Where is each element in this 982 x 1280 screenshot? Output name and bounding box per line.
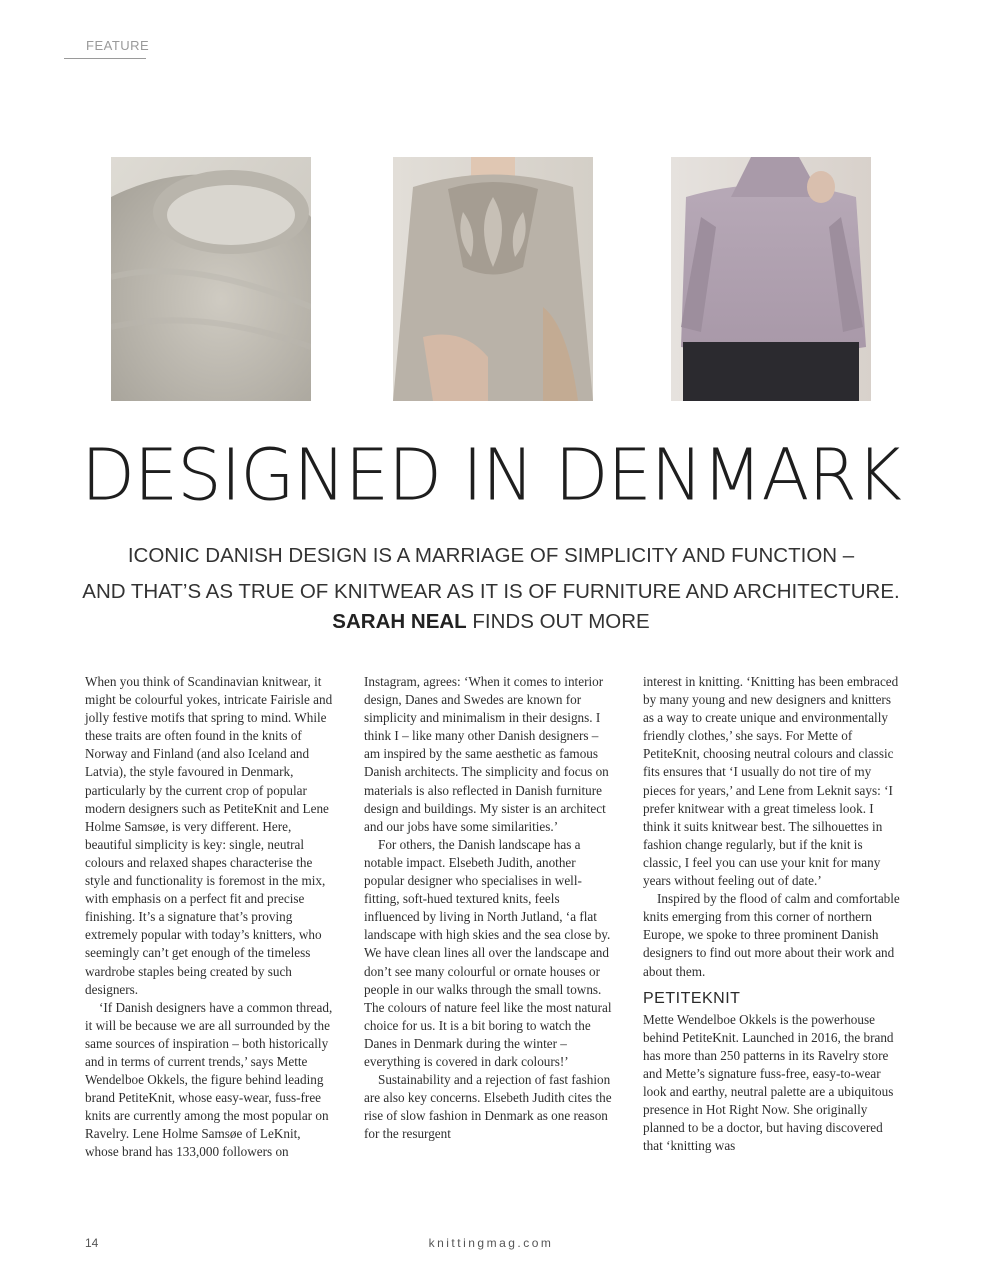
paragraph: For others, the Danish landscape has a notable impact. Elsebeth Judith, another popular designer who specialises in well-fitting, soft-hued textured knits, feels influenced by living in North Jutland, ‘a flat landscape with high skies and the sea close by. We have clean lines all over the landscape and don’t see many colourful or ornate houses or people in our walks through the small towns. The colours of nature feel like the most natural choice for us. It is a bit boring to watch the Danes in Denmark during the winter – everything is covered in dark colours!’ bbox=[364, 836, 612, 1069]
photo-lace-yoke-sweater bbox=[393, 157, 593, 401]
standfirst bbox=[0, 538, 982, 610]
paragraph: Inspired by the flood of calm and comfortable knits emerging from this corner of northern Europe, we spoke to three prominent Danish designers to find out more about their work and about them. bbox=[643, 891, 900, 979]
paragraph: Sustainability and a rejection of fast fashion are also key concerns. Elsebeth Judith cites the rise of slow fashion in Denmark as one reason for the resurgent bbox=[364, 1072, 612, 1142]
byline-author: SARAH NEAL bbox=[332, 610, 467, 633]
standfirst-line-1: ICONIC DANISH DESIGN IS A MARRIAGE OF SIMPLICITY AND FUNCTION – bbox=[127, 544, 855, 567]
section-label: FEATURE bbox=[64, 38, 146, 59]
photo-grey-sweater bbox=[111, 157, 311, 401]
paragraph: ‘If Danish designers have a common thread, it will be because we are all surrounded by the same sources of inspiration – both historically and in terms of current trends,’ says Mette Wendelboe Okkels, the figure behind leading brand PetiteKnit, whose easy-wear, fuss-free knits are currently among the most popular on Ravelry. Lene Holme Samsøe of LeKnit, whose brand has 133,000 followers on bbox=[85, 999, 333, 1160]
body-column-2 bbox=[364, 673, 614, 1143]
byline bbox=[0, 610, 982, 634]
subhead-petiteknit: PETITEKNIT bbox=[643, 989, 741, 1007]
standfirst-line-2: AND THAT’S AS TRUE OF KNITWEAR AS IT IS OF FURNITURE AND ARCHITECTURE. bbox=[82, 580, 900, 603]
photo-lilac-sweater bbox=[671, 157, 871, 401]
paragraph: When you think of Scandinavian knitwear, it might be colourful yokes, intricate Fairisle and jolly festive motifs that spring to mind. While these traits are often found in the knits of Norway and Finland (and also Iceland and Latvia), the style favoured in Denmark, particularly by the current crop of popular modern designers such as PetiteKnit and Lene Holme Samsøe, is very different. Here, beautiful simplicity is key: single, neutral colours and relaxed shapes characterise the style and functionality is foremost in the mix, with emphasis on a perfect fit and precise finishing. It’s a signature that’s proving extremely popular with today’s knitters, who seemingly can’t get enough of the timeless wardrobe staples being created by such designers. bbox=[85, 674, 333, 997]
footer-url: knittingmag.com bbox=[428, 1236, 554, 1250]
paragraph: interest in knitting. ‘Knitting has been embraced by many young and new designers and knitters as a way to create unique and environmentally friendly clothes,’ she says. For Mette of PetiteKnit, choosing neutral colours and classic fits ensures that ‘I usually do not tire of my pieces for years,’ and Lene from Leknit says: ‘I prefer knitwear with a great timeless look. I think it suits knitwear best. The silhouettes in fashion change regularly, but if the knit is classic, I feel you can use your knit for many years without feeling out of date.’ bbox=[643, 674, 899, 889]
page-number: 14 bbox=[85, 1236, 99, 1250]
body-column-3 bbox=[643, 673, 903, 1155]
body-column-1 bbox=[85, 673, 335, 1162]
byline-rest: FINDS OUT MORE bbox=[466, 610, 650, 633]
paragraph: Mette Wendelboe Okkels is the powerhouse behind PetiteKnit. Launched in 2016, the brand has more than 250 patterns in its Ravelry store and Mette’s signature fuss-free, easy-to-wear look and earthy, neutral palette are a ubiquitous presence in Hot Right Now. She originally planned to be a doctor, but having discovered that ‘knitting was bbox=[643, 1011, 894, 1154]
paragraph: Instagram, agrees: ‘When it comes to interior design, Danes and Swedes are known for simplicity and minimalism in their designs. I think I – like many other Danish designers – am inspired by the same aesthetic as famous Danish architects. The simplicity and focus on materials is also reflected in Danish furniture design and buildings. My sister is an architect and our jobs have some similarities.’ bbox=[364, 674, 609, 834]
headline: DESIGNED IN DENMARK bbox=[81, 433, 901, 517]
